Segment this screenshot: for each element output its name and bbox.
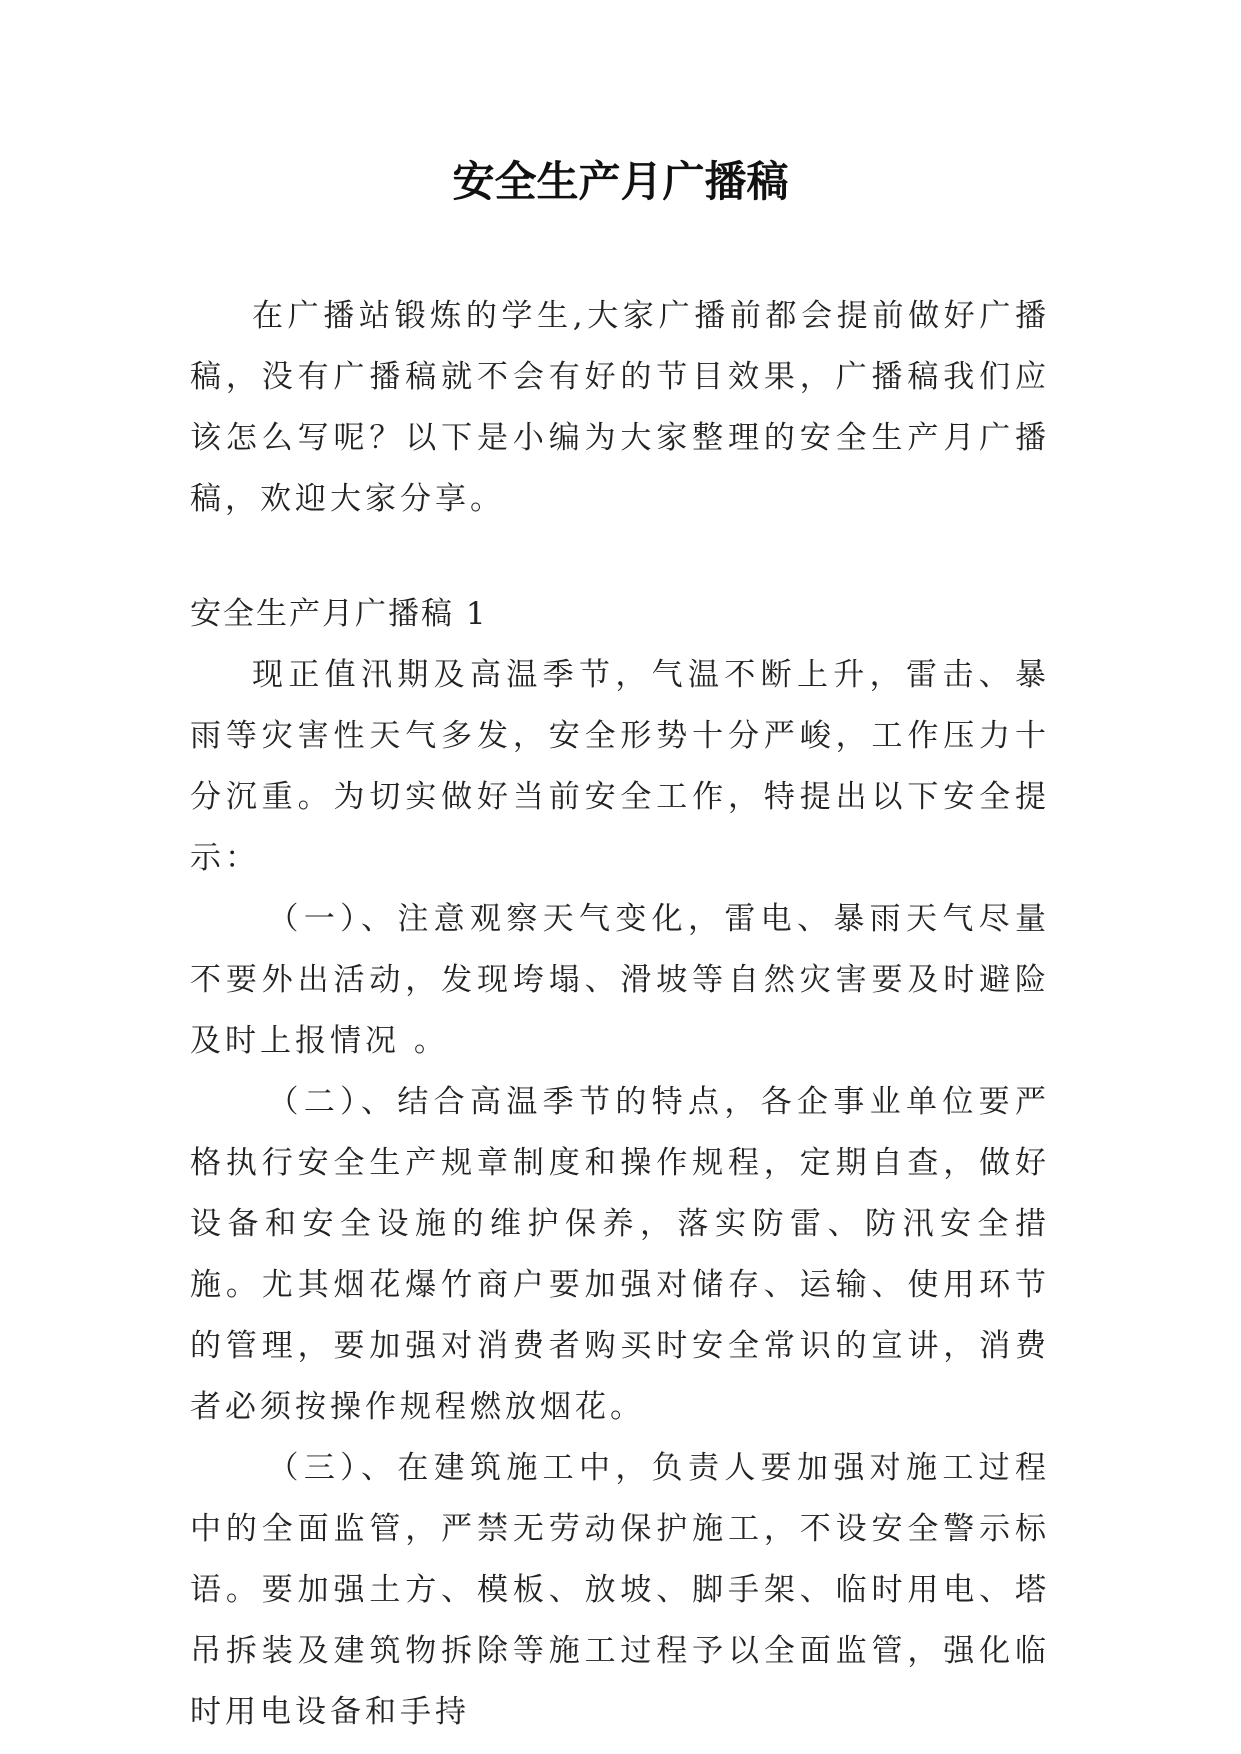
body-paragraph: （二）、结合高温季节的特点，各企事业单位要严格执行安全生产规章制度和操作规程，定期自查，做好设备和安全设施的维护保养，落实防雷、防汛安全措施。尤其烟花爆竹商户要加强对储存、运输、使用环节的管理，要加强对消费者购买时安全常识的宣讲，消费者必须按操作规程燃放烟花。 — [190, 1084, 1050, 1425]
body-paragraph: （一）、注意观察天气变化，雷电、暴雨天气尽量不要外出活动，发现垮塌、滑坡等自然灾害要及时避险及时上报情况 。 — [190, 901, 1050, 1059]
intro-paragraph: 在广播站锻炼的学生,大家广播前都会提前做好广播稿，没有广播稿就不会有好的节目效果，广播稿我们应该怎么写呢？以下是小编为大家整理的安全生产月广播稿，欢迎大家分享。 — [190, 298, 1050, 517]
body-paragraph: （三）、在建筑施工中，负责人要加强对施工过程中的全面监管，严禁无劳动保护施工，不设安全警示标语。要加强土方、模板、放坡、脚手架、临时用电、塔吊拆装及建筑物拆除等施工过程予以全面监管，强化临时用电设备和手持 — [190, 1450, 1050, 1730]
document-body — [190, 286, 1050, 1743]
body-paragraph: 现正值汛期及高温季节，气温不断上升，雷击、暴雨等灾害性天气多发，安全形势十分严峻，工作压力十分沉重。为切实做好当前安全工作，特提出以下安全提示： — [190, 657, 1050, 876]
document-title: 安全生产月广播稿 — [452, 157, 789, 206]
section-heading: 安全生产月广播稿 1 — [190, 596, 488, 632]
